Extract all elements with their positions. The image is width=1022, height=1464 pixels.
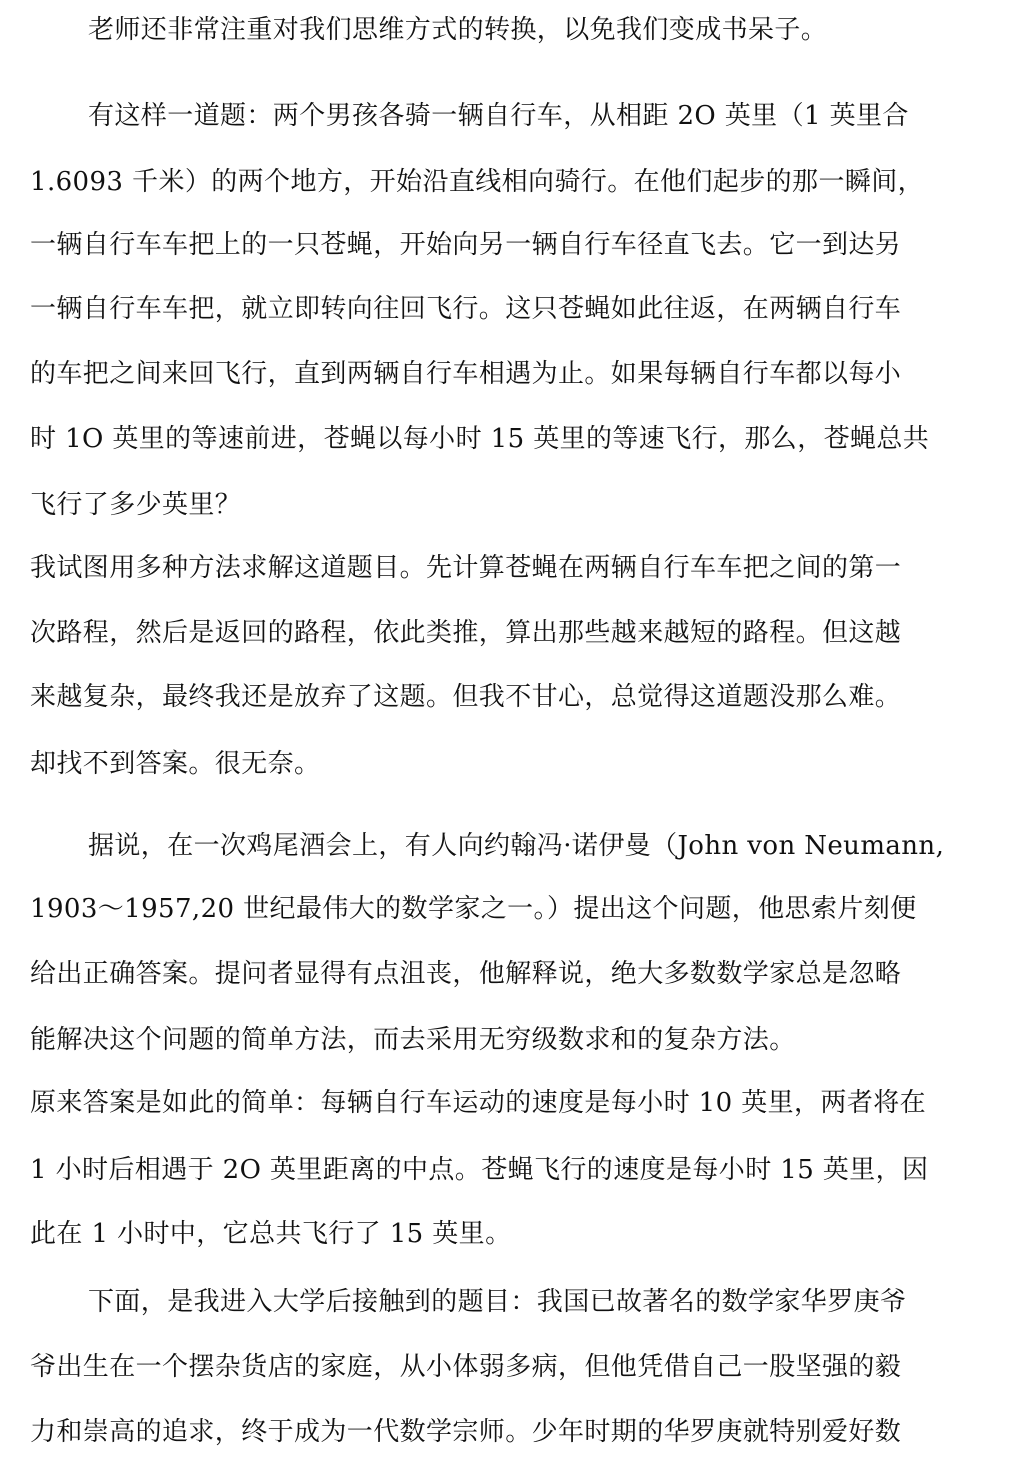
- text-line-1: 老师还非常注重对我们思维方式的转换，以免我们变成书呆子。: [88, 15, 828, 45]
- text-line-2: 有这样一道题：两个男孩各骑一辆自行车，从相距 2O 英里（1 英里合: [88, 101, 909, 131]
- text-line-20: 下面，是我进入大学后接触到的题目：我国已故著名的数学家华罗庚爷: [88, 1287, 907, 1317]
- text-line-7: 时 1O 英里的等速前进，苍蝇以每小时 15 英里的等速飞行，那么，苍蝇总共: [30, 424, 930, 454]
- text-line-18: 1 小时后相遇于 2O 英里距离的中点。苍蝇飞行的速度是每小时 15 英里，因: [30, 1155, 929, 1185]
- text-line-4: 一辆自行车车把上的一只苍蝇，开始向另一辆自行车径直飞去。它一到达另: [30, 230, 902, 260]
- text-line-11: 来越复杂，最终我还是放弃了这题。但我不甘心，总觉得这道题没那么难。: [30, 682, 902, 712]
- text-line-21: 爷出生在一个摆杂货店的家庭，从小体弱多病，但他凭借自己一股坚强的毅: [30, 1352, 902, 1382]
- text-line-10: 次路程，然后是返回的路程，依此类推，算出那些越来越短的路程。但这越: [30, 618, 902, 648]
- text-line-22: 力和崇高的追求，终于成为一代数学宗师。少年时期的华罗庚就特别爱好数: [30, 1417, 902, 1447]
- text-line-17: 原来答案是如此的简单：每辆自行车运动的速度是每小时 10 英里，两者将在: [30, 1088, 927, 1118]
- text-line-15: 给出正确答案。提问者显得有点沮丧，他解释说，绝大多数数学家总是忽略: [30, 959, 902, 989]
- text-line-6: 的车把之间来回飞行，直到两辆自行车相遇为止。如果每辆自行车都以每小: [30, 359, 902, 389]
- text-line-9: 我试图用多种方法求解这道题目。先计算苍蝇在两辆自行车车把之间的第一: [30, 553, 902, 583]
- text-line-12: 却找不到答案。很无奈。: [30, 749, 321, 779]
- text-line-8: 飞行了多少英里？: [30, 490, 242, 520]
- text-line-14: 1903～1957,20 世纪最伟大的数学家之一。）提出这个问题，他思索片刻便: [30, 894, 917, 924]
- text-line-16: 能解决这个问题的简单方法，而去采用无穷级数求和的复杂方法。: [30, 1025, 796, 1055]
- text-line-3: 1.6093 千米）的两个地方，开始沿直线相向骑行。在他们起步的那一瞬间，: [30, 167, 925, 197]
- text-line-5: 一辆自行车车把，就立即转向往回飞行。这只苍蝇如此往返，在两辆自行车: [30, 294, 902, 324]
- text-line-19: 此在 1 小时中，它总共飞行了 15 英里。: [30, 1219, 512, 1249]
- text-line-13: 据说，在一次鸡尾酒会上，有人向约翰冯·诺伊曼（John von Neumann,: [88, 831, 945, 861]
